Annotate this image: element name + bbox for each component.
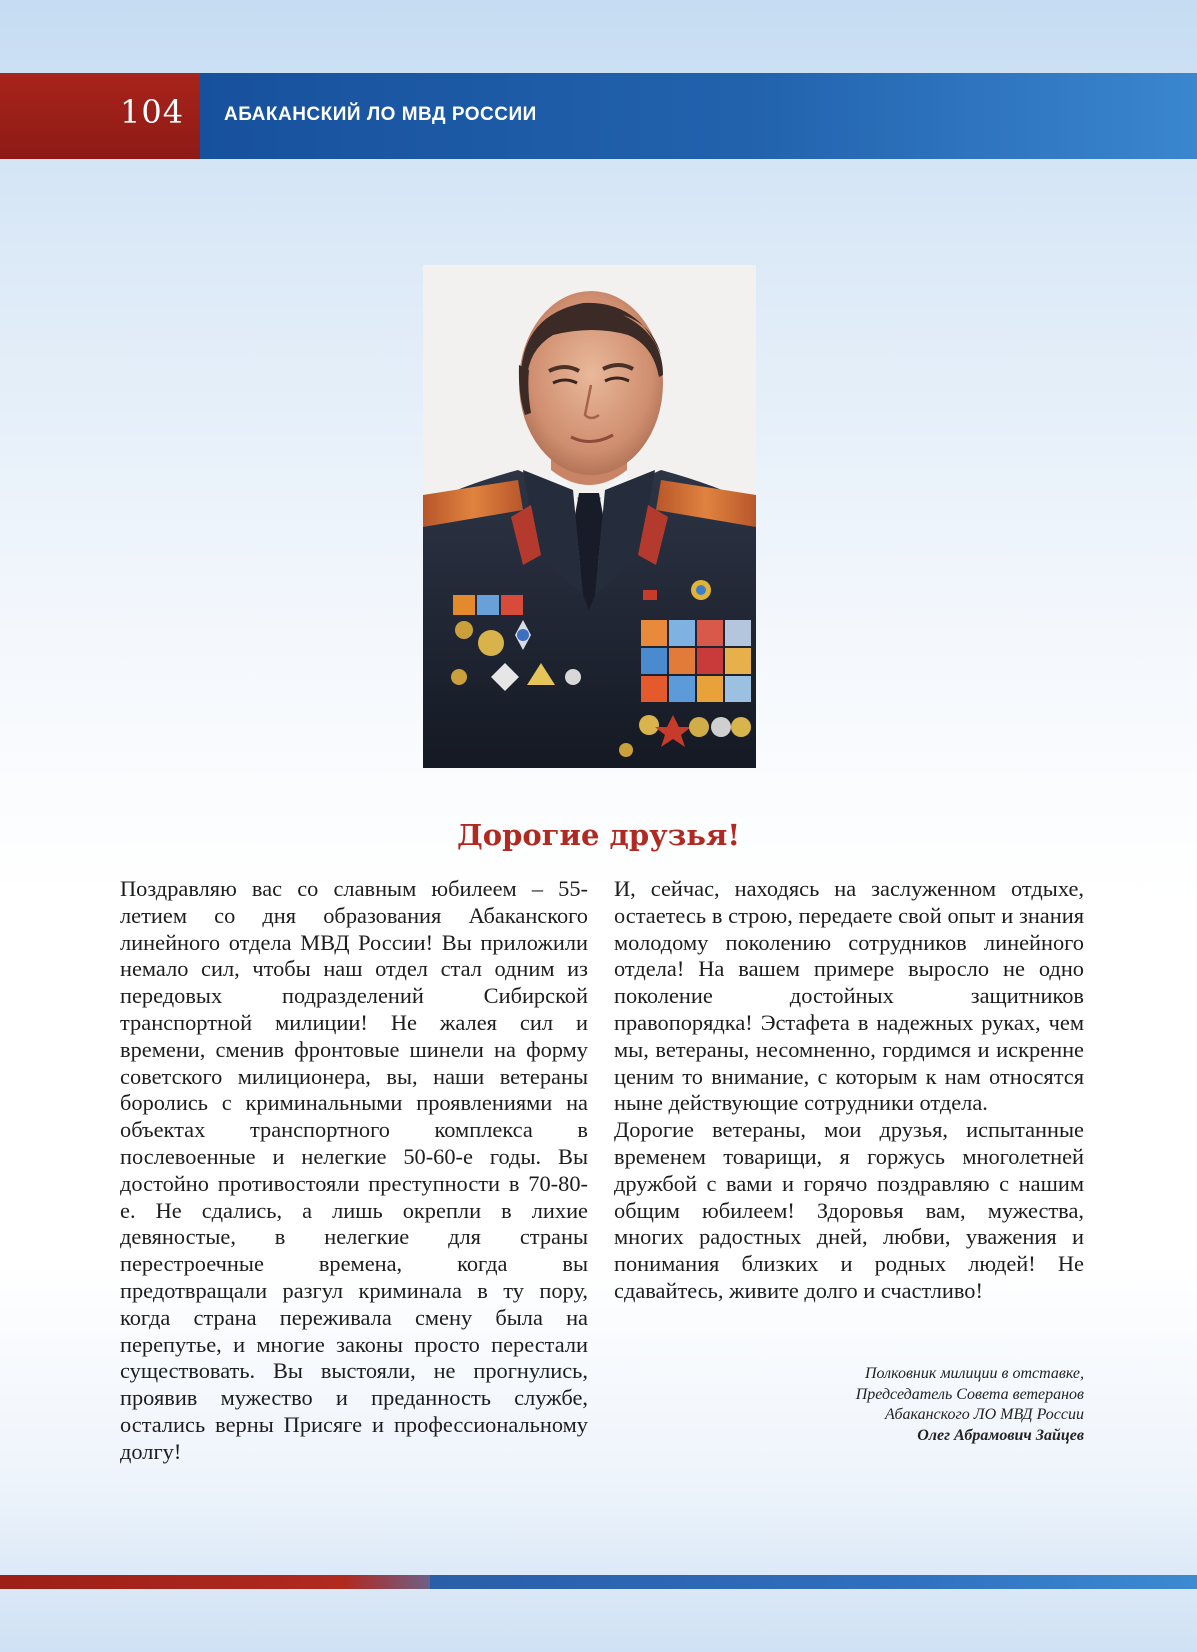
- portrait-photo: [423, 265, 756, 768]
- page-header: [0, 73, 1197, 159]
- signature-name: Олег Абрамович Зайцев: [917, 1426, 1084, 1444]
- left-paragraph: Поздравляю вас со славным юбилеем – 55-летием со дня образования Абаканского линейного отдела МВД России! Вы приложили немало сил, чтобы наш отдел стал одним из передовых подразделений Сибирской транспортной милиции! Не жалея сил и времени, сменив фронтовые шинели на форму советского милиционера, вы, наши ветераны боролись с криминальными проявлениями на объектах транспортного комплекса в послевоенные и нелегкие 50-60-е годы. Вы достойно противостояли преступности в 70-80-е. Не сдались, а лишь окрепли в лихие девяностые, в нелегкие для страны перестроечные времена, когда вы предотвращали разгул криминала в ту пору, когда страна переживала смену была на перепутье, и многие законы просто перестали существовать. Вы выстояли, не прогнулись, проявив мужество и преданность службе, остались верны Присяге и профессиональному долгу!: [120, 876, 588, 1464]
- page-heading: Дорогие друзья!: [456, 818, 741, 852]
- header-title: АБАКАНСКИЙ ЛО МВД РОССИИ: [224, 104, 537, 125]
- signature-position: Председатель Совета ветеранов: [855, 1385, 1084, 1403]
- right-paragraph: Дорогие ветераны, мои друзья, испытанные временем товарищи, я горжусь многолетней дружбой с вами и горячо поздравляю с нашим общим юбилеем! Здоровья вам, мужества, многих радостных дней, любви, уважения и понимания близких и родных людей! Не сдавайтесь, живите долго и счастливо!: [614, 1117, 1084, 1303]
- signature-organization: Абаканского ЛО МВД России: [884, 1406, 1084, 1423]
- signature-block: [700, 1364, 1084, 1446]
- right-column: [614, 876, 1084, 1305]
- footer-blue-segment: [430, 1575, 1197, 1589]
- footer-red-segment: [0, 1575, 430, 1589]
- left-column: [120, 876, 588, 1466]
- portrait-illustration: [423, 265, 756, 768]
- page-number: 104: [120, 93, 185, 131]
- right-paragraph: И, сейчас, находясь на заслуженном отдыхе, остаетесь в строю, передаете свой опыт и знания молодому поколению сотрудников линейного отдела! На вашем примере выросло не одно поколение достойных защитников правопорядка! Эстафета в надежных руках, чем мы, ветераны, несомненно, гордимся и искренне ценим то внимание, с которым к нам относятся ныне действующие сотрудники отдела.: [614, 876, 1084, 1116]
- signature-rank: Полковник милиции в отставке,: [864, 1365, 1084, 1382]
- footer-bar: [0, 1575, 1197, 1589]
